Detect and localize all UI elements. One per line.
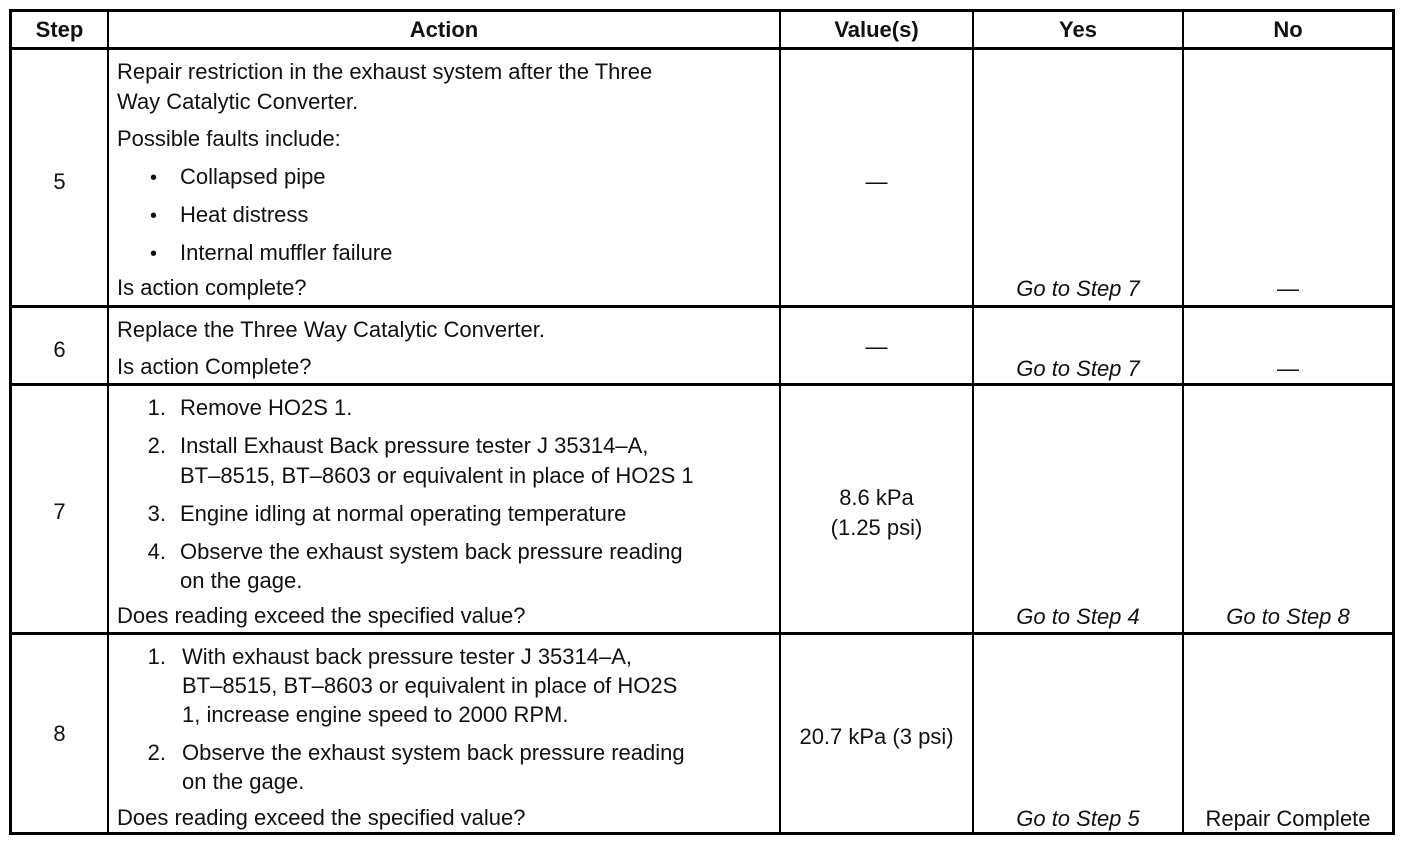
column-divider [972, 12, 974, 832]
list-item: Remove HO2S 1. [180, 395, 353, 420]
header-action: Action [409, 17, 479, 42]
row-divider [12, 47, 1392, 50]
list-number: 1. [147, 644, 166, 669]
list-number: 2. [147, 433, 166, 458]
yes-cell: Go to Step 5 [1016, 806, 1140, 831]
header-values: Value(s) [834, 17, 919, 42]
value-cell: — [865, 169, 888, 194]
action-subheading: Possible faults include: [117, 126, 341, 151]
header-step: Step [35, 17, 84, 42]
step-number: 8 [53, 721, 66, 746]
list-item: on the gage. [180, 568, 303, 593]
step-number: 5 [53, 169, 66, 194]
action-question: Is action Complete? [117, 354, 312, 379]
action-text: Way Catalytic Converter. [117, 89, 359, 114]
value-cell: (1.25 psi) [830, 515, 923, 540]
list-item: 1, increase engine speed to 2000 RPM. [182, 702, 569, 727]
no-cell: Go to Step 8 [1226, 604, 1350, 629]
yes-cell: Go to Step 7 [1016, 276, 1140, 301]
yes-cell: Go to Step 7 [1016, 356, 1140, 381]
list-number: 3. [147, 501, 166, 526]
list-item: BT–8515, BT–8603 or equivalent in place of HO2S 1 [180, 463, 694, 488]
row-divider [12, 305, 1392, 308]
step-number: 7 [53, 499, 66, 524]
bullet-icon: • [150, 205, 158, 227]
row-divider [12, 383, 1392, 386]
list-item: Install Exhaust Back pressure tester J 35314–A, [180, 433, 649, 458]
step-number: 6 [53, 337, 66, 362]
bullet-icon: • [150, 243, 158, 265]
list-item: Observe the exhaust system back pressure reading [182, 740, 685, 765]
action-question: Does reading exceed the specified value? [117, 805, 526, 830]
value-cell: 20.7 kPa (3 psi) [799, 724, 954, 749]
list-item: BT–8515, BT–8603 or equivalent in place of HO2S [182, 673, 678, 698]
bullet-item: Heat distress [180, 202, 309, 227]
list-item: With exhaust back pressure tester J 35314–A, [182, 644, 633, 669]
no-cell: Repair Complete [1205, 806, 1371, 831]
list-item: Engine idling at normal operating temperature [180, 501, 627, 526]
bullet-item: Collapsed pipe [180, 164, 326, 189]
list-item: Observe the exhaust system back pressure reading [180, 539, 683, 564]
action-text: Repair restriction in the exhaust system after the Three [117, 59, 653, 84]
bullet-icon: • [150, 167, 158, 189]
list-number: 1. [147, 395, 166, 420]
column-divider [779, 12, 781, 832]
list-number: 4. [147, 539, 166, 564]
no-cell: — [1277, 356, 1299, 381]
header-no: No [1273, 17, 1303, 42]
no-cell: — [1277, 276, 1299, 301]
column-divider [107, 12, 109, 832]
list-number: 2. [147, 740, 166, 765]
list-item: on the gage. [182, 769, 305, 794]
column-divider [1182, 12, 1184, 832]
yes-cell: Go to Step 4 [1016, 604, 1140, 629]
action-question: Does reading exceed the specified value? [117, 603, 526, 628]
value-cell: 8.6 kPa [839, 485, 914, 510]
header-yes: Yes [1059, 17, 1097, 42]
bullet-item: Internal muffler failure [180, 240, 393, 265]
action-text: Replace the Three Way Catalytic Converter. [117, 317, 545, 342]
diagnostic-table [9, 9, 1395, 835]
value-cell: — [865, 334, 888, 359]
row-divider [12, 632, 1392, 635]
action-question: Is action complete? [117, 275, 307, 300]
